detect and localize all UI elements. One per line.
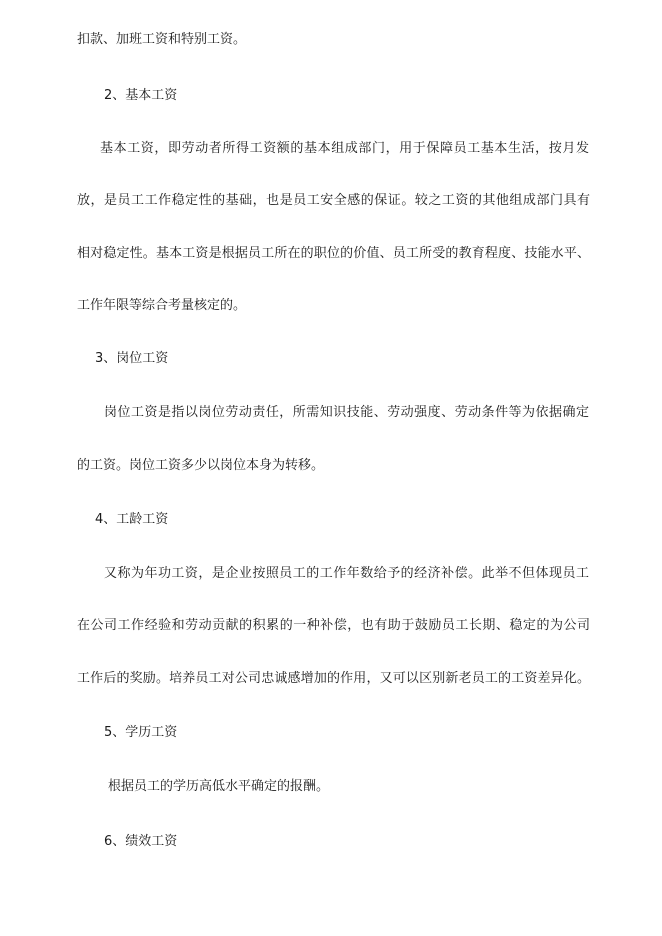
section-heading-performance-salary: 6、绩效工资: [104, 834, 178, 849]
section-heading-seniority-salary: 4、工龄工资: [95, 512, 169, 527]
paragraph-line: 基本工资，即劳动者所得工资额的基本组成部门，用于保障员工基本生活，按月发: [100, 141, 589, 156]
paragraph-line: 的工资。岗位工资多少以岗位本身为转移。: [77, 458, 325, 473]
paragraph-line: 根据员工的学历高低水平确定的报酬。: [108, 779, 330, 794]
section-heading-basic-salary: 2、基本工资: [104, 88, 178, 103]
paragraph-line: 岗位工资是指以岗位劳动责任，所需知识技能、劳动强度、劳动条件等为依据确定: [104, 405, 589, 420]
paragraph-line: 放，是员工工作稳定性的基础，也是员工安全感的保证。较之工资的其他组成部门具有: [77, 193, 590, 208]
section-heading-education-salary: 5、学历工资: [104, 725, 178, 740]
paragraph-line: 相对稳定性。基本工资是根据员工所在的职位的价值、员工所受的教育程度、技能水平、: [77, 246, 590, 261]
paragraph-line: 扣款、加班工资和特别工资。: [77, 32, 247, 47]
paragraph-line: 又称为年功工资，是企业按照员工的工作年数给予的经济补偿。此举不但体现员工: [104, 566, 589, 581]
paragraph-line: 工作后的奖励。培养员工对公司忠诚感增加的作用，又可以区别新老员工的工资差异化。: [77, 671, 590, 686]
section-heading-position-salary: 3、岗位工资: [95, 351, 169, 366]
paragraph-line: 工作年限等综合考量核定的。: [77, 298, 247, 313]
paragraph-line: 在公司工作经验和劳动贡献的积累的一种补偿，也有助于鼓励员工长期、稳定的为公司: [77, 618, 590, 633]
